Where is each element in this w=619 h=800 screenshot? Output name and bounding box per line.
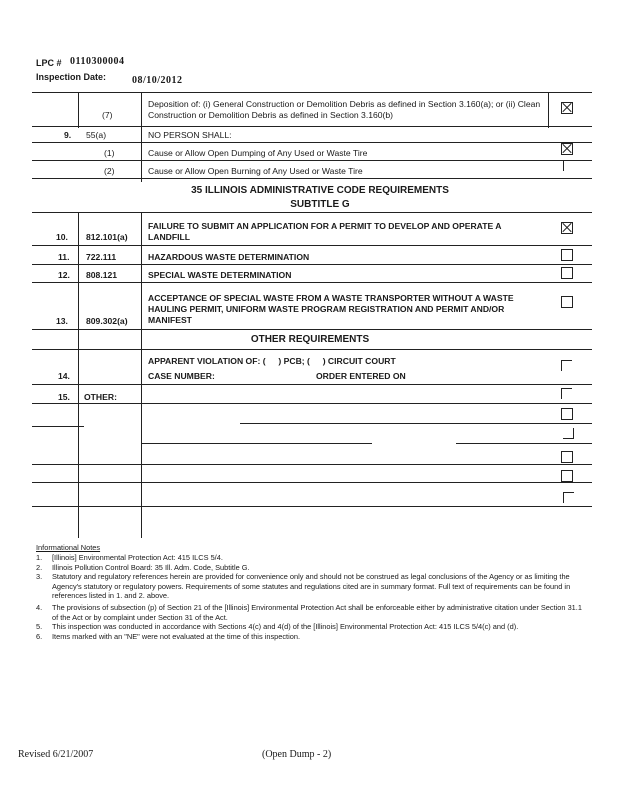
section-subtitle: SUBTITLE G bbox=[290, 199, 350, 210]
notes-title: Informational Notes bbox=[36, 543, 101, 552]
row-line bbox=[456, 443, 592, 444]
row-line bbox=[32, 506, 592, 507]
note-text: Items marked with an "NE" were not evaluated at the time of this inspection. bbox=[52, 631, 301, 641]
pcb-label: ) PCB; ( bbox=[278, 356, 310, 366]
row-text: SPECIAL WASTE DETERMINATION bbox=[148, 270, 292, 280]
lpc-label: LPC # bbox=[36, 58, 62, 68]
note-item bbox=[36, 572, 584, 601]
row-sub: (2) bbox=[104, 166, 115, 176]
inspection-date-value: 08/10/2012 bbox=[132, 75, 183, 86]
col-divider bbox=[548, 92, 549, 128]
row-text: ACCEPTANCE OF SPECIAL WASTE FROM A WASTE TRANSPORTER WITHOUT A WASTE HAULING PERMIT, UNIFORM WASTE PROGRAM REGISTRATION AND PERMIT AND/OR MANIFEST bbox=[148, 293, 514, 325]
row-code: 809.302(a) bbox=[86, 316, 128, 326]
row-num: 15. bbox=[58, 392, 70, 402]
table-top-line bbox=[32, 92, 592, 93]
row-num: 10. bbox=[56, 232, 68, 242]
row-text: FAILURE TO SUBMIT AN APPLICATION FOR A PERMIT TO DEVELOP AND OPERATE A LANDFILL bbox=[148, 221, 502, 242]
note-item bbox=[36, 632, 584, 642]
other-requirements-title: OTHER REQUIREMENTS bbox=[250, 334, 370, 345]
checkbox-row14[interactable] bbox=[561, 360, 572, 371]
apparent-violation-line bbox=[148, 356, 396, 367]
row-line bbox=[142, 443, 372, 444]
row-line bbox=[32, 426, 84, 427]
row-line bbox=[32, 403, 592, 404]
note-text: Statutory and regulatory references herein are provided for convenience only and should not be construed as legal conclusions of the Agency or as limiting the Agency's statutory or regulatory powers. Requirements of some statutes and regulations cited are in summary format. Full text of requirements can be found in references listed in 1. and 2. above. bbox=[52, 572, 571, 601]
col-divider bbox=[141, 92, 142, 182]
row-line bbox=[32, 245, 592, 246]
note-item bbox=[36, 553, 584, 563]
checkbox-other-1[interactable] bbox=[561, 388, 572, 399]
row-text: Cause or Allow Open Dumping of Any Used or Waste Tire bbox=[148, 148, 368, 158]
circuit-court-label: ) CIRCUIT COURT bbox=[322, 356, 396, 366]
row-line bbox=[32, 142, 592, 143]
note-text: The provisions of subsection (p) of Section 21 of the [Illinois] Environmental Protection Act shall be enforceable either by administrative citation under Section 31.1 of the Act or by complaint under Section 31 of the Act. bbox=[52, 602, 582, 622]
row-text: HAZARDOUS WASTE DETERMINATION bbox=[148, 252, 310, 262]
row-sub: (1) bbox=[104, 148, 115, 158]
revised-date: Revised 6/21/2007 bbox=[18, 749, 94, 760]
notes-list bbox=[36, 553, 584, 641]
page-label: (Open Dump - 2) bbox=[262, 749, 332, 760]
case-number-label: CASE NUMBER: bbox=[148, 371, 215, 381]
row-text: Cause or Allow Open Burning of Any Used or Waste Tire bbox=[148, 166, 363, 176]
note-item bbox=[36, 622, 584, 632]
row-line bbox=[32, 349, 592, 350]
checkbox-other-2[interactable] bbox=[561, 408, 573, 420]
checkbox-row10[interactable] bbox=[561, 222, 573, 234]
checkbox-other-3[interactable] bbox=[563, 428, 574, 439]
order-entered-label: ORDER ENTERED ON bbox=[316, 371, 406, 381]
row-sub: (7) bbox=[102, 110, 113, 120]
row-code: 722.111 bbox=[86, 252, 117, 262]
row-line bbox=[32, 384, 592, 385]
checkbox-row13[interactable] bbox=[561, 296, 573, 308]
row-line bbox=[32, 264, 592, 265]
row-line bbox=[32, 282, 592, 283]
col-divider bbox=[78, 212, 79, 538]
checkbox-row7[interactable] bbox=[561, 102, 573, 114]
row-line bbox=[32, 464, 592, 465]
note-text: Illinois Pollution Control Board: 35 Ill. Adm. Code, Subtitle G. bbox=[52, 562, 250, 572]
row-line bbox=[32, 482, 592, 483]
note-number: 6. bbox=[36, 631, 43, 641]
checkbox-open-dumping[interactable] bbox=[561, 143, 573, 155]
lpc-number: 0110300004 bbox=[70, 56, 125, 67]
row-num: 12. bbox=[58, 270, 70, 280]
inspection-date-label: Inspection Date: bbox=[36, 72, 107, 82]
col-divider bbox=[78, 92, 79, 128]
row-line bbox=[32, 160, 592, 161]
row-num: 11. bbox=[58, 252, 70, 262]
row-code: 812.101(a) bbox=[86, 232, 128, 242]
row-line bbox=[32, 329, 592, 330]
note-text: [Illinois] Environmental Protection Act: 415 ILCS 5/4. bbox=[52, 553, 223, 562]
row-num: 14. bbox=[58, 371, 70, 381]
row-line bbox=[32, 126, 592, 127]
row-text: NO PERSON SHALL: bbox=[148, 130, 232, 140]
row-code: 808.121 bbox=[86, 270, 118, 280]
col-divider bbox=[141, 212, 142, 538]
note-text: This inspection was conducted in accordance with Sections 4(c) and 4(d) of the [Illinois] Environmental Protection Act: 415 ILCS 5/4(c) and (d). bbox=[52, 622, 519, 632]
row-line bbox=[32, 212, 592, 213]
checkbox-other-6[interactable] bbox=[563, 492, 574, 503]
note-number: 1. bbox=[36, 553, 43, 562]
row-num: 9. bbox=[64, 130, 72, 140]
note-item bbox=[36, 563, 584, 573]
note-item bbox=[36, 603, 584, 622]
checkbox-row11[interactable] bbox=[561, 249, 573, 261]
row-text: Deposition of: (i) General Construction or Demolition Debris as defined in Section 3.160(a); or (ii) Clean Construction or Demolition Debris as defined in Section 3.160(b) bbox=[148, 99, 541, 120]
apparent-violation-label: APPARENT VIOLATION OF: ( bbox=[148, 356, 266, 366]
row-sub: 55(a) bbox=[86, 130, 107, 140]
other-label: OTHER: bbox=[84, 392, 117, 402]
note-number: 5. bbox=[36, 622, 43, 632]
row-line bbox=[240, 423, 592, 424]
row-line bbox=[32, 178, 592, 179]
checkbox-row12[interactable] bbox=[561, 267, 573, 279]
row-num: 13. bbox=[56, 316, 68, 326]
note-number: 3. bbox=[36, 572, 43, 582]
section-title: 35 ILLINOIS ADMINISTRATIVE CODE REQUIREMENTS bbox=[191, 185, 449, 196]
note-number: 4. bbox=[36, 602, 43, 612]
checkbox-other-4[interactable] bbox=[561, 451, 573, 463]
note-number: 2. bbox=[36, 562, 43, 572]
checkbox-other-5[interactable] bbox=[561, 470, 573, 482]
checkbox-open-burning[interactable] bbox=[563, 160, 574, 171]
